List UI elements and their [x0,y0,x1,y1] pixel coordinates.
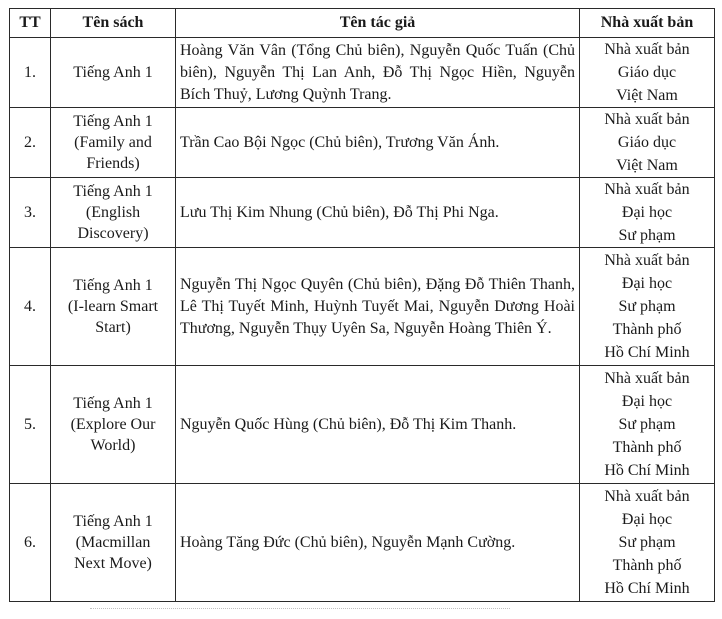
title-line: World) [90,437,136,454]
row-number: 6. [10,484,51,602]
table-row [10,38,715,108]
book-title [51,484,176,602]
book-table [9,8,715,602]
book-authors: Trần Cao Bội Ngọc (Chủ biên), Trương Văn Ánh. [176,108,580,178]
cut-off-text-line [90,608,510,615]
table-row [10,484,715,602]
book-authors: Hoàng Tăng Đức (Chủ biên), Nguyễn Mạnh Cường. [176,484,580,602]
title-line: Tiếng Anh 1 [73,395,153,412]
title-line: (Macmillan [75,534,151,551]
table-row [10,366,715,484]
publisher-line: Sư phạm [618,298,676,315]
row-number: 4. [10,248,51,366]
book-title [51,38,176,108]
title-line: (Explore Our [70,416,156,433]
publisher-line: Thành phố [612,439,682,456]
book-authors: Nguyễn Quốc Hùng (Chủ biên), Đỗ Thị Kim Thanh. [176,366,580,484]
title-line: Tiếng Anh 1 [73,513,153,530]
book-publisher [580,248,715,366]
publisher-line: Giáo dục [617,134,677,151]
publisher-line: Thành phố [612,321,682,338]
publisher-line: Sư phạm [618,227,676,244]
publisher-line: Nhà xuất bản [604,41,690,58]
title-line: Friends) [86,155,140,172]
publisher-line: Nhà xuất bản [604,181,690,198]
publisher-line: Hồ Chí Minh [604,344,690,361]
title-line: Tiếng Anh 1 [73,277,153,294]
book-authors: Lưu Thị Kim Nhung (Chủ biên), Đỗ Thị Phi Nga. [176,178,580,248]
row-number: 3. [10,178,51,248]
title-line: Tiếng Anh 1 [73,113,153,130]
publisher-line: Nhà xuất bản [604,252,690,269]
row-number: 5. [10,366,51,484]
book-publisher [580,484,715,602]
publisher-line: Sư phạm [618,534,676,551]
header-publisher: Nhà xuất bản [580,9,715,38]
header-row [10,9,715,38]
header-tt: TT [10,9,51,38]
title-line: (Family and [74,134,152,151]
publisher-line: Hồ Chí Minh [604,580,690,597]
book-title [51,178,176,248]
title-line: (I-learn Smart [67,298,159,315]
table-row [10,178,715,248]
publisher-line: Đại học [621,204,673,221]
publisher-line: Đại học [621,275,673,292]
title-line: Start) [95,319,131,336]
book-publisher [580,38,715,108]
publisher-line: Thành phố [612,557,682,574]
publisher-line: Nhà xuất bản [604,488,690,505]
row-number: 1. [10,38,51,108]
publisher-line: Sư phạm [618,416,676,433]
publisher-line: Đại học [621,393,673,410]
title-line: Tiếng Anh 1 [73,183,153,200]
publisher-line: Nhà xuất bản [604,111,690,128]
title-line: Next Move) [74,555,152,572]
book-publisher [580,366,715,484]
title-line: Tiếng Anh 1 [73,64,153,81]
row-number: 2. [10,108,51,178]
header-authors: Tên tác giả [176,9,580,38]
publisher-line: Hồ Chí Minh [604,462,690,479]
publisher-line: Đại học [621,511,673,528]
publisher-line: Nhà xuất bản [604,370,690,387]
title-line: Discovery) [77,225,149,242]
header-title: Tên sách [51,9,176,38]
book-authors: Nguyễn Thị Ngọc Quyên (Chủ biên), Đặng Đỗ Thiên Thanh, Lê Thị Tuyết Minh, Huỳnh Tuyết Mai, Nguyễn Dương Hoài Thương, Nguyễn Thụy Uyên Sa, Nguyễn Hoàng Thiên Ý. [176,248,580,366]
table-row [10,248,715,366]
book-title [51,108,176,178]
book-publisher [580,178,715,248]
table-row [10,108,715,178]
book-publisher [580,108,715,178]
publisher-line: Việt Nam [616,87,678,104]
book-title [51,366,176,484]
book-title [51,248,176,366]
book-authors: Hoàng Văn Vân (Tổng Chủ biên), Nguyễn Quốc Tuấn (Chủ biên), Nguyễn Thị Lan Anh, Đỗ Thị Ngọc Hiền, Nguyễn Bích Thuỷ, Lương Quỳnh Trang. [176,38,580,108]
publisher-line: Giáo dục [617,64,677,81]
publisher-line: Việt Nam [616,157,678,174]
title-line: (English [85,204,141,221]
